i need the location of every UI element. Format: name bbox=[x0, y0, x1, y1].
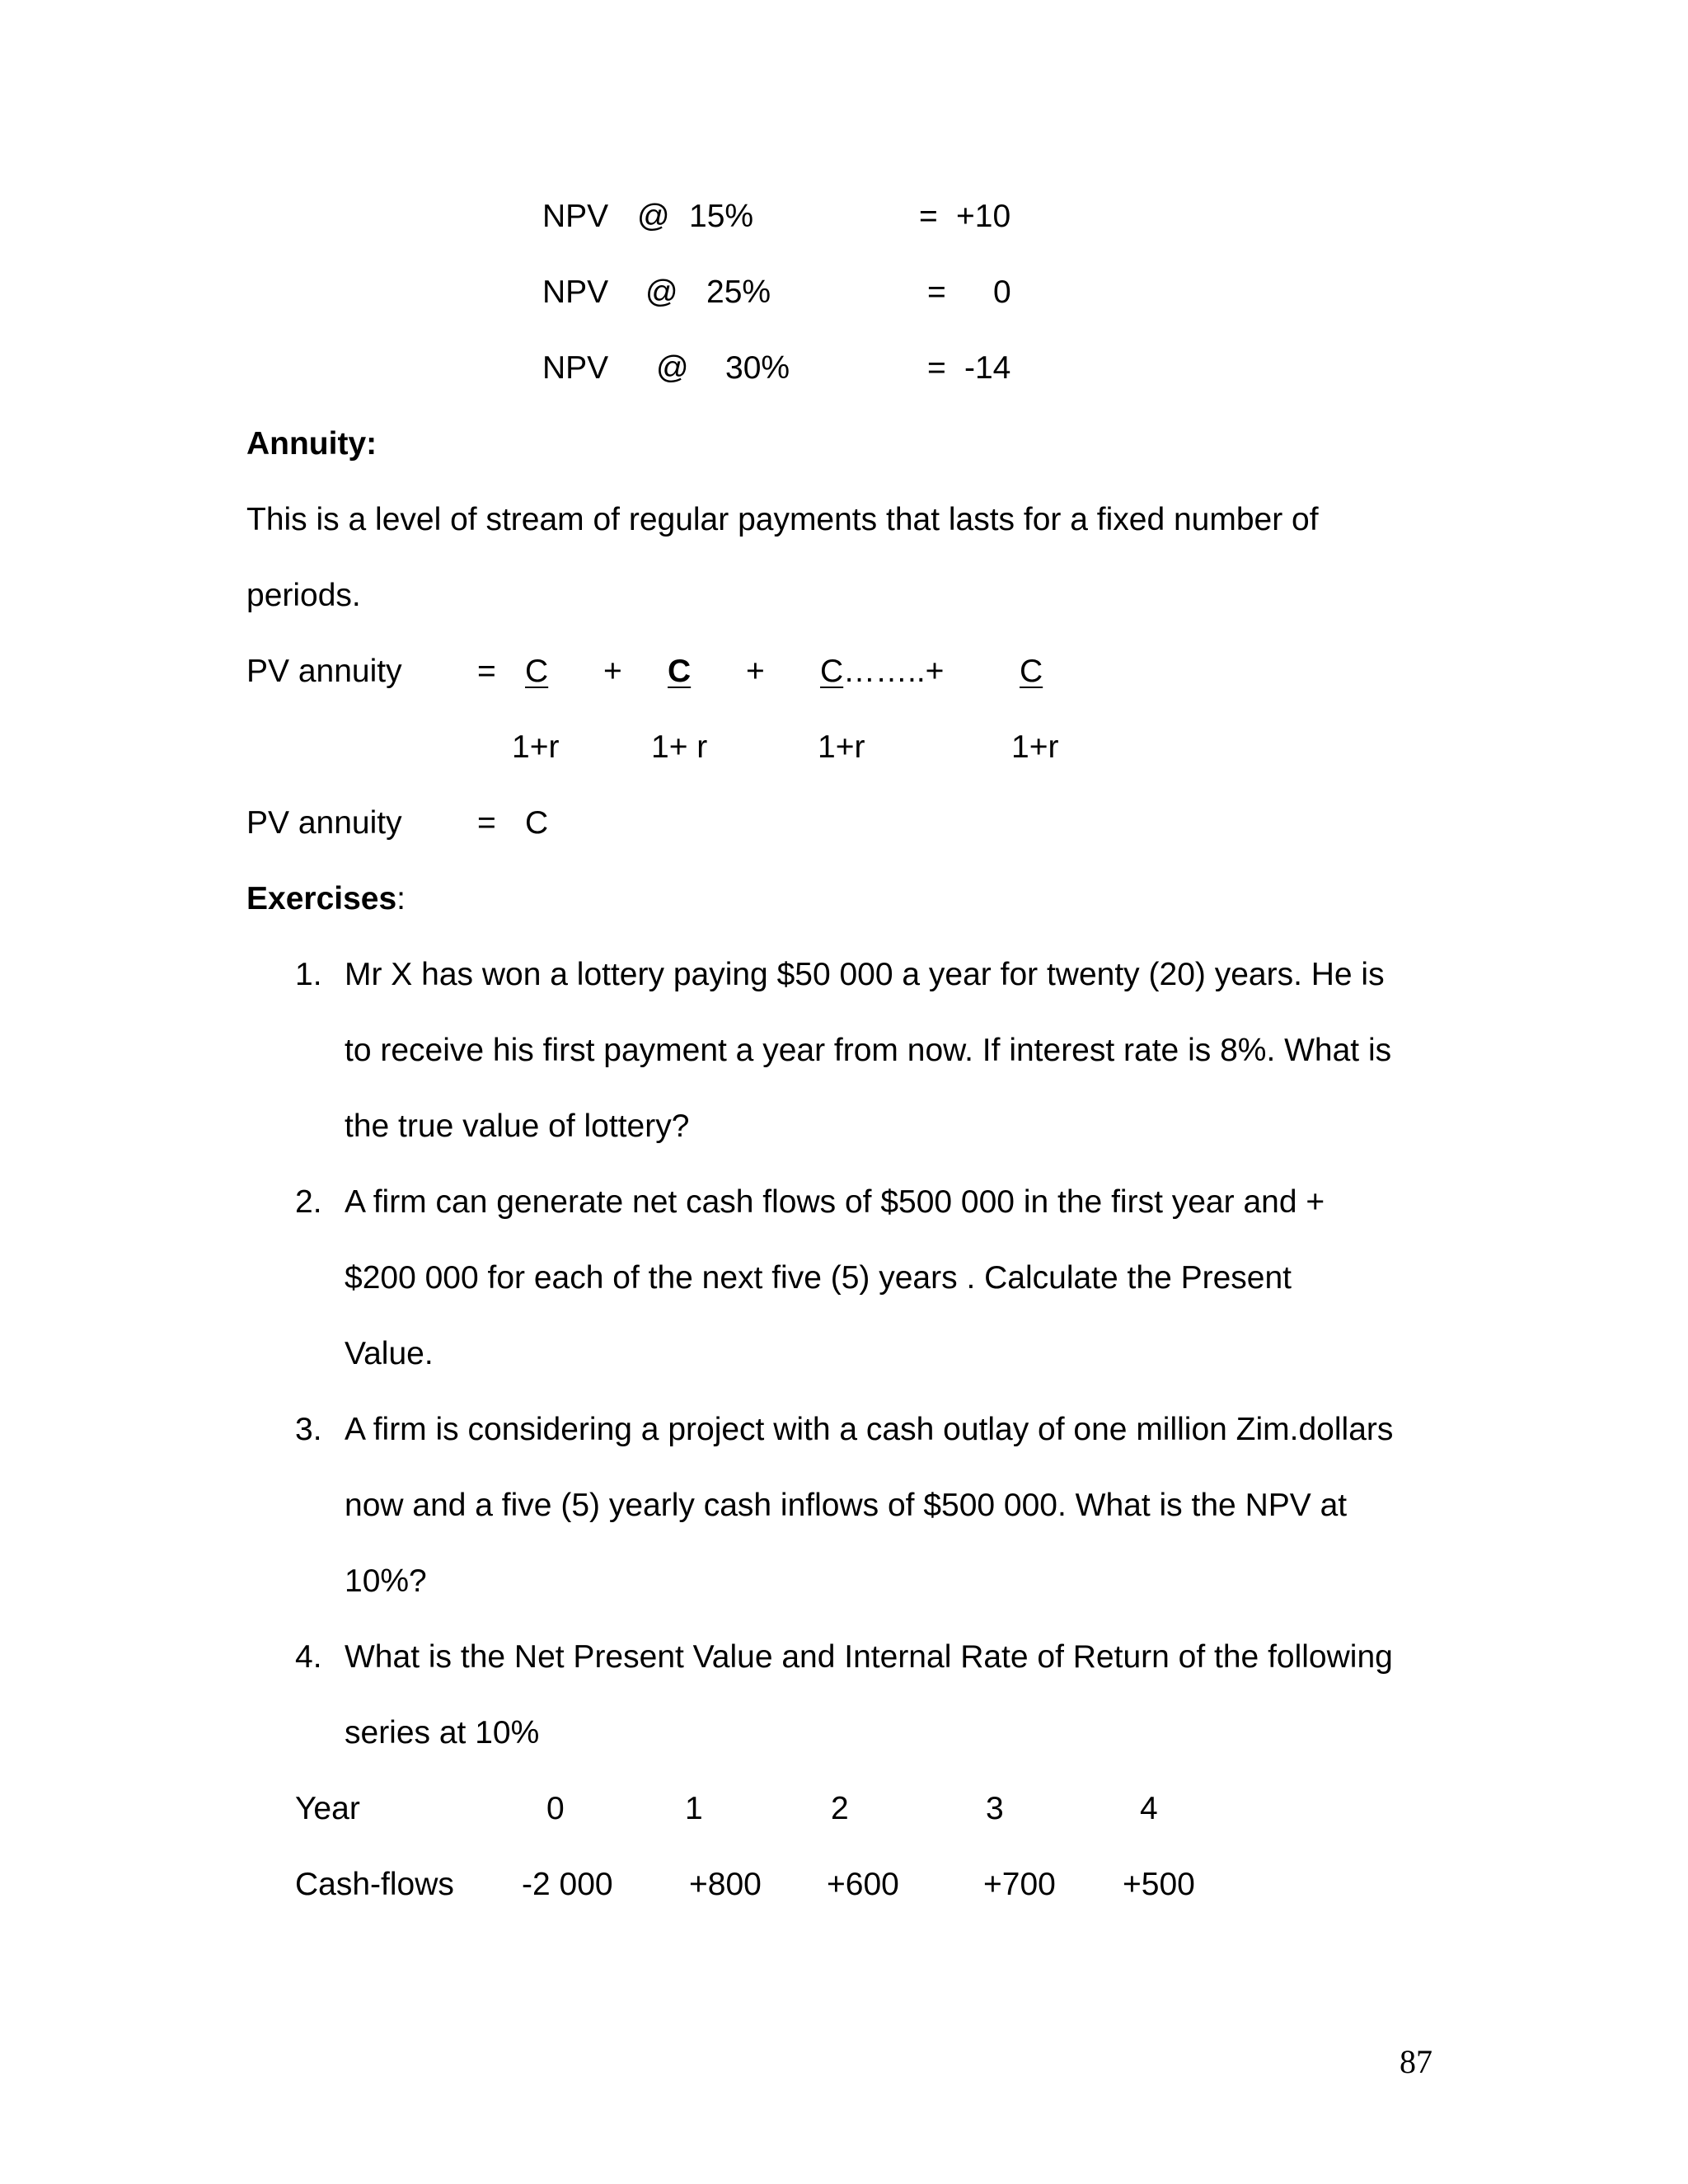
npv-rate: 15% bbox=[689, 199, 754, 234]
equals-sign: = bbox=[927, 274, 946, 310]
cashflow-cell: +500 bbox=[1123, 1867, 1195, 1902]
equals-sign: = bbox=[477, 654, 496, 689]
numerator: C bbox=[820, 654, 844, 689]
exercises-heading bbox=[246, 883, 406, 915]
year-cell: 3 bbox=[986, 1791, 1004, 1826]
at-sign: @ bbox=[637, 199, 670, 234]
exercise-line: Value. bbox=[345, 1336, 434, 1371]
page-number: 87 bbox=[1400, 2043, 1432, 2080]
npv-value: -14 bbox=[964, 350, 1011, 386]
npv-rate: 30% bbox=[725, 350, 790, 386]
numerator: C bbox=[525, 654, 549, 689]
plus-sign: + bbox=[603, 654, 622, 689]
denominator: 1+r bbox=[1011, 729, 1059, 765]
exercise-line: $200 000 for each of the next five (5) years . Calculate the Present bbox=[345, 1260, 1292, 1296]
npv-value: +10 bbox=[956, 199, 1011, 234]
exercise-line: now and a five (5) yearly cash inflows of $500 000. What is the NPV at bbox=[345, 1488, 1348, 1523]
numerator: C bbox=[1020, 654, 1043, 689]
cashflow-cell: +800 bbox=[689, 1867, 762, 1902]
denominator: 1+ r bbox=[651, 729, 708, 765]
equals-sign: = bbox=[927, 350, 946, 386]
npv-label: NPV bbox=[542, 274, 609, 310]
equals-sign: = bbox=[477, 805, 496, 841]
npv-label: NPV bbox=[542, 350, 609, 386]
exercises-heading-text: Exercises bbox=[246, 881, 397, 916]
numerator: C bbox=[668, 654, 692, 689]
exercise-line: A firm can generate net cash flows of $500 000 in the first year and + bbox=[345, 1184, 1325, 1220]
year-cell: 0 bbox=[546, 1791, 565, 1826]
cashflow-row-label: Cash-flows bbox=[295, 1867, 454, 1902]
at-sign: @ bbox=[645, 274, 678, 310]
exercises-heading-colon: : bbox=[396, 881, 406, 916]
at-sign: @ bbox=[656, 350, 689, 386]
year-cell: 4 bbox=[1140, 1791, 1158, 1826]
annuity-definition-line: This is a level of stream of regular payments that lasts for a fixed number of bbox=[246, 502, 1319, 537]
denominator: 1+r bbox=[818, 729, 865, 765]
exercise-line: Mr X has won a lottery paying $50 000 a year for twenty (20) years. He is bbox=[345, 957, 1385, 992]
exercise-line: series at 10% bbox=[345, 1715, 540, 1750]
equals-sign: = bbox=[919, 199, 938, 234]
annuity-definition-line: periods. bbox=[246, 578, 361, 613]
year-cell: 1 bbox=[685, 1791, 703, 1826]
exercise-number: 4. bbox=[295, 1639, 322, 1675]
exercise-line: to receive his first payment a year from now. If interest rate is 8%. What is bbox=[345, 1033, 1392, 1068]
annuity-heading: Annuity: bbox=[246, 426, 377, 462]
exercise-line: A firm is considering a project with a cash outlay of one million Zim.dollars bbox=[345, 1412, 1394, 1447]
exercise-line: 10%? bbox=[345, 1563, 427, 1599]
plus-sign: + bbox=[746, 654, 765, 689]
denominator: 1+r bbox=[512, 729, 560, 765]
npv-rate: 25% bbox=[706, 274, 771, 310]
year-row-label: Year bbox=[295, 1791, 360, 1826]
formula-label: PV annuity bbox=[246, 654, 402, 689]
cashflow-cell: +700 bbox=[983, 1867, 1056, 1902]
exercise-number: 3. bbox=[295, 1412, 322, 1447]
exercise-line: What is the Net Present Value and Internal Rate of Return of the following bbox=[345, 1639, 1393, 1675]
exercise-number: 1. bbox=[295, 957, 322, 992]
cashflow-cell: +600 bbox=[827, 1867, 899, 1902]
year-cell: 2 bbox=[831, 1791, 849, 1826]
npv-label: NPV bbox=[542, 199, 609, 234]
exercise-line: the true value of lottery? bbox=[345, 1108, 690, 1144]
npv-value: 0 bbox=[993, 274, 1011, 310]
ellipsis: ……..+ bbox=[843, 654, 945, 689]
formula-rhs: C bbox=[525, 805, 549, 841]
formula-label: PV annuity bbox=[246, 805, 402, 841]
exercise-number: 2. bbox=[295, 1184, 322, 1220]
cashflow-cell: -2 000 bbox=[522, 1867, 613, 1902]
